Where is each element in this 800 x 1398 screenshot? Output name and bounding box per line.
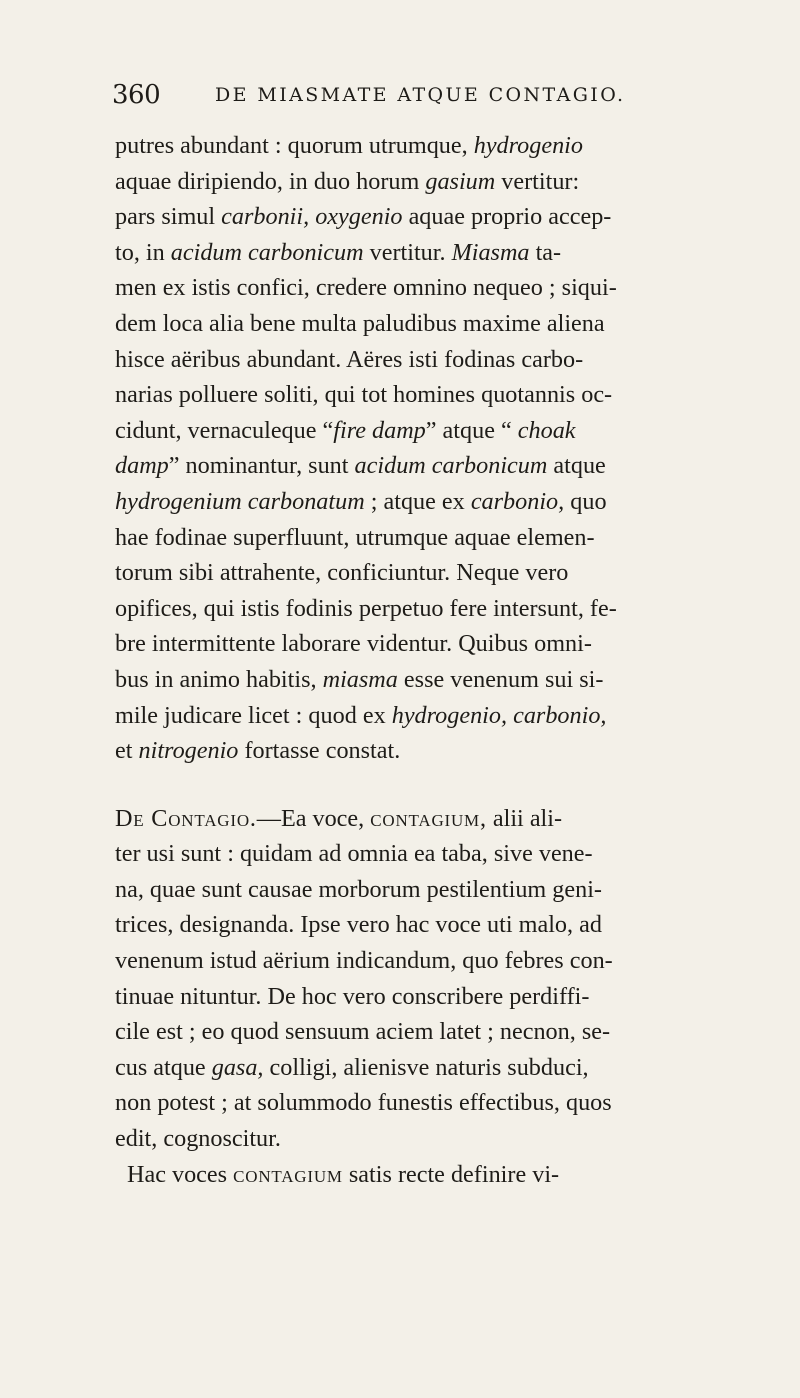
text-line xyxy=(115,555,660,591)
text-run: hae fodinae superfluunt, utrumque aquae elemen- xyxy=(115,523,595,551)
text-run: to, in xyxy=(115,238,171,266)
italic-term: hydrogenium carbonatum xyxy=(115,487,365,515)
text-run: narias polluere soliti, qui tot homines quotannis oc- xyxy=(115,381,613,409)
italic-term: hydrogenio, carbonio, xyxy=(391,701,607,729)
text-run: esse venenum sui si- xyxy=(397,665,604,693)
text-line xyxy=(115,199,660,235)
text-run: vertitur: xyxy=(495,167,580,195)
paragraph-miasma xyxy=(115,128,660,769)
text-line xyxy=(115,413,660,449)
italic-term: carbonio, xyxy=(470,487,565,515)
text-line xyxy=(115,1014,660,1050)
text-run: aquae proprio accep- xyxy=(402,203,612,231)
text-line xyxy=(115,342,660,378)
text-line xyxy=(115,872,660,908)
text-run: bus in animo habitis, xyxy=(115,665,323,693)
text-line xyxy=(115,979,660,1015)
text-line xyxy=(115,626,660,662)
small-caps-term: contagium xyxy=(233,1160,343,1188)
italic-term: acidum carbonicum xyxy=(354,452,548,480)
text-run: et xyxy=(115,737,139,765)
text-line xyxy=(115,1050,660,1086)
text-run: venenum istud aërium indicandum, quo febres con- xyxy=(115,947,613,975)
text-run: —Ea voce, xyxy=(256,804,371,832)
text-run: ; atque ex xyxy=(364,487,471,515)
text-run: cus atque xyxy=(115,1053,212,1081)
text-line xyxy=(115,235,660,271)
text-line xyxy=(115,520,660,556)
text-line xyxy=(115,306,660,342)
text-run: bre intermittente laborare videntur. Quibus omni- xyxy=(115,630,592,658)
italic-term: carbonii, oxygenio xyxy=(221,203,403,231)
paragraph-contagio xyxy=(115,801,660,1157)
text-run: trices, designanda. Ipse vero hac voce uti malo, ad xyxy=(115,911,602,939)
text-run: aquae diripiendo, in duo horum xyxy=(115,167,426,195)
text-run: satis recte definire vi- xyxy=(342,1160,560,1188)
text-run: ta- xyxy=(529,238,562,266)
text-run: mile judicare licet : quod ex xyxy=(115,701,392,729)
small-caps-term: contagium, xyxy=(370,804,487,832)
text-line xyxy=(127,1157,660,1193)
text-run: quo xyxy=(564,487,607,515)
paragraph-continuation xyxy=(115,1157,660,1193)
italic-term: fire damp xyxy=(333,416,426,444)
text-run: putres abundant : quorum utrumque, xyxy=(115,132,474,159)
text-line xyxy=(115,907,660,943)
text-line xyxy=(115,943,660,979)
text-run: atque xyxy=(547,452,606,480)
body-text xyxy=(115,128,660,1192)
italic-term: miasma xyxy=(322,665,398,693)
text-run: men ex istis confici, credere omnino nequeo ; siqui- xyxy=(115,274,617,302)
text-run: hisce aëribus abundant. Aëres isti fodinas carbo- xyxy=(115,345,584,373)
text-run: torum sibi attrahente, conficiuntur. Neque vero xyxy=(115,559,569,587)
text-run: edit, cognoscitur. xyxy=(115,1125,281,1153)
text-run: colligi, alienisve naturis subduci, xyxy=(263,1053,589,1081)
text-run: cidunt, vernaculeque “ xyxy=(115,416,334,444)
text-run: ” nominantur, sunt xyxy=(168,452,355,480)
text-line xyxy=(115,591,660,627)
text-line xyxy=(115,128,660,164)
page-header xyxy=(112,80,672,120)
text-run: alii ali- xyxy=(486,804,563,832)
italic-term: Miasma xyxy=(451,238,530,266)
text-line xyxy=(115,662,660,698)
paragraph-gap xyxy=(115,769,660,801)
text-run: tinuae nituntur. De hoc vero conscribere perdiffi- xyxy=(115,982,590,1010)
italic-term: nitrogenio xyxy=(138,737,239,765)
text-run: opifices, qui istis fodinis perpetuo fere intersunt, fe- xyxy=(115,594,617,622)
text-line xyxy=(115,1085,660,1121)
italic-term: gasium xyxy=(425,167,496,195)
small-caps-term: De Contagio. xyxy=(115,804,257,832)
text-line xyxy=(115,484,660,520)
italic-term: acidum carbonicum xyxy=(170,238,364,266)
text-line xyxy=(115,1121,660,1157)
text-line xyxy=(115,377,660,413)
text-line xyxy=(115,698,660,734)
text-line xyxy=(115,836,660,872)
text-run: ter usi sunt : quidam ad omnia ea taba, sive vene- xyxy=(115,840,593,868)
text-line xyxy=(115,270,660,306)
text-run: fortasse constat. xyxy=(238,737,401,765)
text-run: dem loca alia bene multa paludibus maxime aliena xyxy=(115,309,605,337)
text-run: Hac voces xyxy=(127,1160,234,1188)
text-line xyxy=(115,801,660,837)
text-line xyxy=(115,164,660,200)
italic-term: hydrogenio xyxy=(473,132,583,159)
italic-term: choak xyxy=(517,416,576,444)
running-head: DE MIASMATE ATQUE CONTAGIO. xyxy=(215,84,626,106)
italic-term: damp xyxy=(115,452,169,480)
text-run: vertitur. xyxy=(363,238,452,266)
text-line xyxy=(115,448,660,484)
text-run: non potest ; at solummodo funestis effectibus, quos xyxy=(115,1089,612,1117)
page-number: 360 xyxy=(112,80,161,110)
text-run: na, quae sunt causae morborum pestilentium geni- xyxy=(115,875,602,903)
text-run: cile est ; eo quod sensuum aciem latet ; necnon, se- xyxy=(115,1018,611,1046)
text-run: pars simul xyxy=(115,203,222,231)
text-line xyxy=(115,733,660,769)
italic-term: gasa, xyxy=(211,1053,264,1081)
text-run: ” atque “ xyxy=(425,416,518,444)
